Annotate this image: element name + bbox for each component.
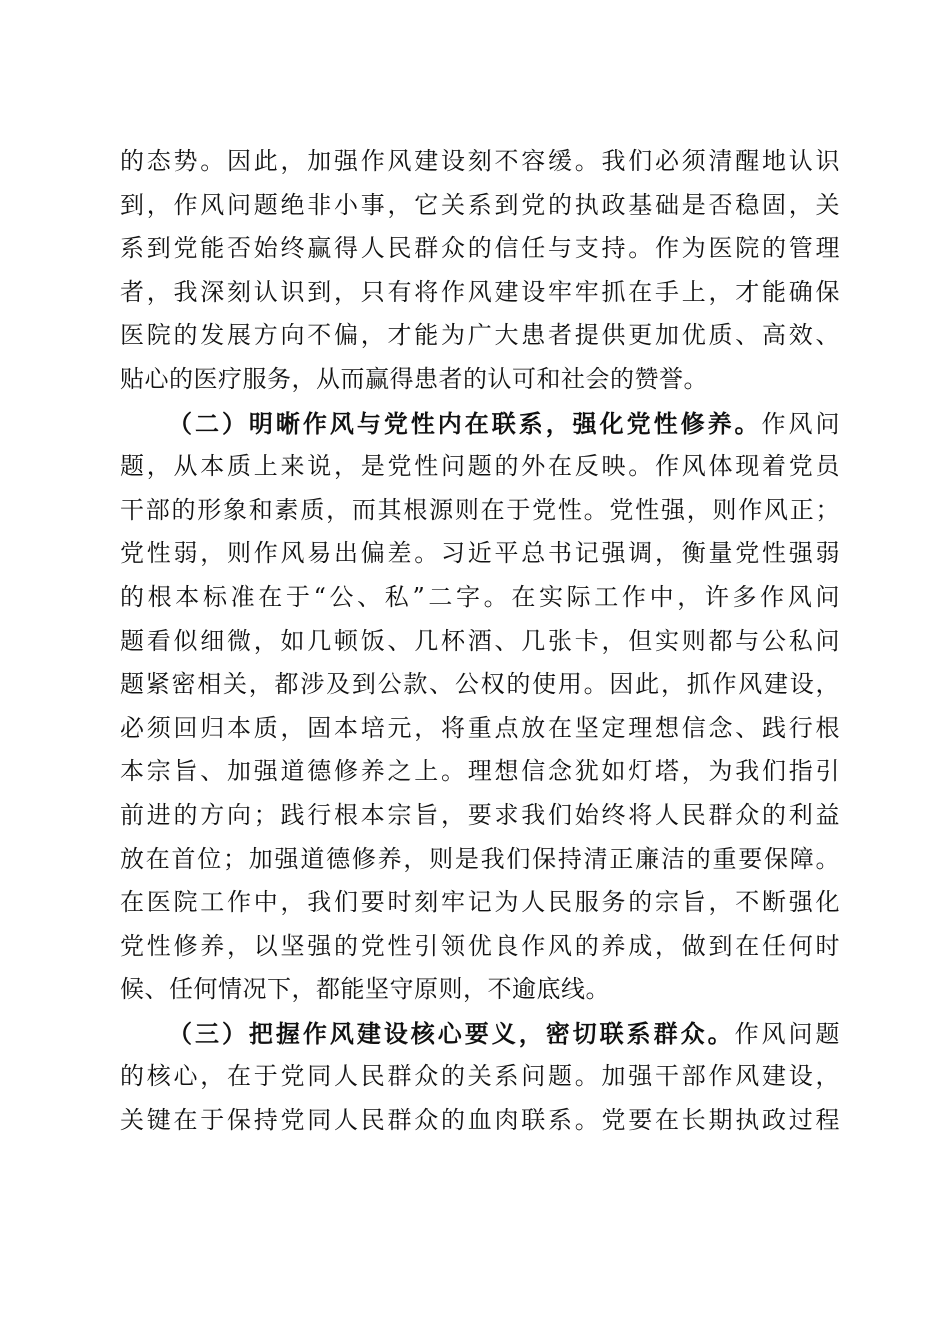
text-line: 的根本标准在于“公、私”二字。在实际工作中，许多作风问 xyxy=(120,582,840,611)
text-line: 关键在于保持党同人民群众的血肉联系。党要在长期执政过程 xyxy=(120,1106,840,1135)
text-line: 在医院工作中，我们要时刻牢记为人民服务的宗旨，不断强化 xyxy=(120,888,840,917)
text-line: 干部的形象和素质，而其根源则在于党性。党性强，则作风正； xyxy=(120,495,840,524)
text-line: 医院的发展方向不偏，才能为广大患者提供更加优质、高效、 xyxy=(120,321,840,350)
text-line: 党性修养，以坚强的党性引领优良作风的养成，做到在任何时 xyxy=(120,931,840,960)
text-line: 系到党能否始终赢得人民群众的信任与支持。作为医院的管理 xyxy=(120,234,840,263)
text-line: 党性弱，则作风易出偏差。习近平总书记强调，衡量党性强弱 xyxy=(120,539,840,568)
text-line: 前进的方向；践行根本宗旨，要求我们始终将人民群众的利益 xyxy=(120,800,840,829)
section-heading: （三）把握作风建设核心要义，密切联系群众。 xyxy=(168,1018,735,1048)
section-heading-line xyxy=(120,1012,840,1056)
text-line: 到，作风问题绝非小事，它关系到党的执政基础是否稳固，关 xyxy=(120,190,840,219)
text-line: 必须回归本质，固本培元，将重点放在坚定理想信念、践行根 xyxy=(120,713,840,742)
text-line: 贴心的医疗服务，从而赢得患者的认可和社会的赞誉。 xyxy=(120,364,708,393)
text-line: 放在首位；加强道德修养，则是我们保持清正廉洁的重要保障。 xyxy=(120,844,840,873)
section-heading-line xyxy=(120,402,840,446)
text-line: 题看似细微，如几顿饭、几杯酒、几张卡，但实则都与公私问 xyxy=(120,626,840,655)
text-line: 的核心，在于党同人民群众的关系问题。加强干部作风建设， xyxy=(120,1062,840,1091)
text-line: 题，从本质上来说，是党性问题的外在反映。作风体现着党员 xyxy=(120,452,840,481)
section-heading: （二）明晰作风与党性内在联系，强化党性修养。 xyxy=(168,408,762,438)
text-line: 的态势。因此，加强作风建设刻不容缓。我们必须清醒地认识 xyxy=(120,147,840,175)
text-run: 作风问 xyxy=(761,409,841,438)
text-run: 作风问题 xyxy=(734,1019,840,1048)
text-line: 本宗旨、加强道德修养之上。理想信念犹如灯塔，为我们指引 xyxy=(120,757,840,786)
text-line: 者，我深刻认识到，只有将作风建设牢牢抓在手上，才能确保 xyxy=(120,277,840,306)
document-body xyxy=(120,140,840,1143)
text-line: 题紧密相关，都涉及到公款、公权的使用。因此，抓作风建设， xyxy=(120,670,840,699)
text-line: 候、任何情况下，都能坚守原则，不逾底线。 xyxy=(120,975,610,1004)
